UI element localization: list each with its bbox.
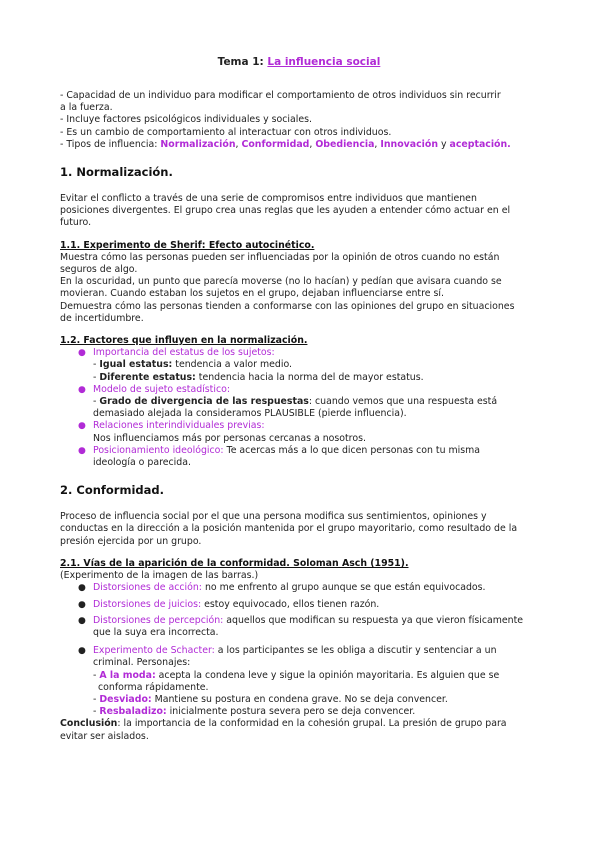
bullet-icon: ● bbox=[78, 384, 86, 395]
c2-label: Desviado: bbox=[99, 693, 152, 705]
s1-p1c: futuro. bbox=[60, 217, 92, 229]
intro-line-1b: a la fuerza. bbox=[60, 102, 113, 114]
intro-line-2: - Incluye factores psicológicos individuales y sociales. bbox=[60, 114, 312, 126]
subsection-1-2 bbox=[60, 335, 538, 469]
s1-sub1-l5: Demuestra cómo las personas tienden a conformarse con las opiniones del grupo en situaciones bbox=[60, 300, 515, 312]
conclusion bbox=[60, 718, 538, 730]
bullet-icon: ● bbox=[78, 599, 86, 610]
factors-list bbox=[60, 347, 538, 469]
subsection-1-1 bbox=[60, 240, 538, 325]
b1-label: Distorsiones de acción: bbox=[93, 582, 202, 594]
section-1-paragraph bbox=[60, 193, 538, 230]
factor-2-sub-a2: demasiado alejada la consideramos PLAUSIBLE (pierde influencia). bbox=[93, 408, 407, 420]
list-item bbox=[60, 347, 538, 359]
f1a-text: tendencia a valor medio. bbox=[172, 359, 293, 371]
section-2-paragraph bbox=[60, 511, 538, 548]
s1-sub1-l4: movieran. Cuando estaban los sujetos en el grupo, dejaban influenciarse entre sí. bbox=[60, 288, 444, 300]
conformity-list bbox=[60, 582, 538, 718]
b3-text-2: que la suya era incorrecta. bbox=[93, 626, 219, 638]
types-sep-4: y bbox=[438, 138, 450, 150]
b3-text: aquellos que modifican su respuesta ya que vieron físicamente bbox=[223, 614, 524, 626]
list-item bbox=[60, 599, 538, 611]
type-aceptacion: aceptación. bbox=[449, 138, 511, 150]
f1b-text: tendencia hacia la norma del de mayor estatus. bbox=[195, 371, 424, 383]
c3-label: Resbaladizo: bbox=[99, 706, 167, 718]
bullet-icon: ● bbox=[78, 348, 86, 359]
b4-text-2: criminal. Personajes: bbox=[93, 657, 191, 669]
conclusion-text: : la importancia de la conformidad en la cohesión grupal. La presión de grupo para bbox=[117, 718, 507, 730]
s2-p3: presión ejercida por un grupo. bbox=[60, 535, 202, 547]
list-item bbox=[60, 420, 538, 432]
f2a-text: : cuando vemos que una respuesta está bbox=[308, 396, 498, 408]
c1-text-2: conforma rápidamente. bbox=[98, 681, 209, 693]
title-highlight: La influencia social bbox=[267, 56, 381, 68]
bullet-icon: ● bbox=[78, 646, 86, 657]
types-sep-3: , bbox=[374, 138, 381, 150]
factor-2-sub-a: - Grado de divergencia de las respuestas: cuando vemos que una respuesta está bbox=[93, 396, 498, 408]
intro-line-4 bbox=[60, 139, 538, 151]
type-conformidad: Conformidad bbox=[241, 138, 310, 150]
s1-p1: Evitar el conflicto a través de una serie de compromisos entre individuos que mantienen bbox=[60, 193, 477, 205]
character-moda: - A la moda: acepta la condena leve y sigue la opinión mayoritaria. Es alguien que se bbox=[93, 669, 500, 681]
list-item bbox=[60, 445, 538, 457]
s2-p1: Proceso de influencia social por el que una persona modifica sus sentimientos, opiniones y bbox=[60, 511, 487, 523]
factor-4-text-2: ideología o parecida. bbox=[93, 457, 191, 469]
conclusion-text-2: evitar ser aislados. bbox=[60, 730, 149, 742]
s1-sub1-l6: de incertidumbre. bbox=[60, 312, 144, 324]
f1a-bold: Igual estatus: bbox=[99, 359, 173, 371]
factor-3-label: Relaciones interindividuales previas: bbox=[93, 420, 265, 432]
b2-label: Distorsiones de juicios: bbox=[93, 598, 202, 610]
s1-sub1-l2: seguros de algo. bbox=[60, 264, 138, 276]
character-desviado: - Desviado: Mantiene su postura en condena grave. No se deja convencer. bbox=[93, 693, 448, 705]
f1b-bold: Diferente estatus: bbox=[99, 371, 196, 383]
factor-1-sub-b: - Diferente estatus: tendencia hacia la norma del de mayor estatus. bbox=[93, 371, 424, 383]
intro-list bbox=[60, 90, 538, 151]
character-resbaladizo: - Resbaladizo: inicialmente postura severa pero se deja convencer. bbox=[93, 706, 416, 718]
subsection-2-1 bbox=[60, 558, 538, 743]
section-1-heading: 1. Normalización. bbox=[60, 165, 173, 180]
subsection-2-1-heading: 2.1. Vías de la aparición de la conformidad. Soloman Asch (1951). bbox=[60, 557, 409, 569]
s1-sub1-l3: En la oscuridad, un punto que parecía moverse (no lo hacían) y pedían que avisara cuando se bbox=[60, 276, 502, 288]
b1-text: no me enfrento al grupo aunque se que están equivocados. bbox=[201, 582, 486, 594]
b3-label: Distorsiones de percepción: bbox=[93, 614, 224, 626]
types-prefix: - Tipos de influencia: bbox=[60, 138, 161, 150]
factor-4-text: Te acercas más a lo que dicen personas con tu misma bbox=[223, 444, 480, 456]
s1-sub1-l1: Muestra cómo las personas pueden ser influenciadas por la opinión de otros cuando no están bbox=[60, 251, 500, 263]
type-innovacion: Innovación bbox=[380, 138, 438, 150]
subsection-2-1-note: (Experimento de la imagen de las barras.) bbox=[60, 570, 259, 582]
page-title bbox=[60, 56, 538, 68]
bullet-icon: ● bbox=[78, 421, 86, 432]
c1-label: A la moda: bbox=[99, 669, 156, 681]
factor-1-sub-a: - Igual estatus: tendencia a valor medio. bbox=[93, 359, 293, 371]
bullet-icon: ● bbox=[78, 615, 86, 626]
c2-text: Mantiene su postura en condena grave. No se deja convencer. bbox=[151, 693, 448, 705]
type-normalizacion: Normalización bbox=[160, 138, 236, 150]
section-2-heading: 2. Conformidad. bbox=[60, 483, 164, 498]
type-obediencia: Obediencia bbox=[315, 138, 375, 150]
title-prefix: Tema 1: bbox=[217, 56, 268, 68]
factor-2-label: Modelo de sujeto estadístico: bbox=[93, 383, 230, 395]
c3-text: inicialmente postura severa pero se deja convencer. bbox=[166, 706, 416, 718]
b4-label: Experimento de Schacter: bbox=[93, 645, 215, 657]
subsection-1-1-heading: 1.1. Experimento de Sherif: Efecto autocinético. bbox=[60, 239, 315, 251]
bullet-icon: ● bbox=[78, 583, 86, 594]
b4-text: a los participantes se les obliga a discutir y sentenciar a un bbox=[214, 645, 497, 657]
c1-text: acepta la condena leve y sigue la opinión mayoritaria. Es alguien que se bbox=[155, 669, 500, 681]
intro-line-1: - Capacidad de un individuo para modificar el comportamiento de otros individuos sin recurrir bbox=[60, 90, 501, 101]
list-item bbox=[60, 384, 538, 396]
factor-4-label: Posicionamiento ideológico: bbox=[93, 444, 224, 456]
list-item bbox=[60, 615, 538, 627]
list-item bbox=[60, 645, 538, 657]
bullet-icon: ● bbox=[78, 445, 86, 456]
b2-text: estoy equivocado, ellos tienen razón. bbox=[201, 598, 380, 610]
f2a-bold: Grado de divergencia de las respuestas bbox=[99, 396, 309, 408]
list-item bbox=[60, 582, 538, 594]
s1-p1b: posiciones divergentes. El grupo crea unas reglas que les ayuden a entender cómo actuar en el bbox=[60, 205, 511, 217]
types-sep-2: , bbox=[309, 138, 316, 150]
types-sep-1: , bbox=[235, 138, 242, 150]
intro-line-3: - Es un cambio de comportamiento al interactuar con otros individuos. bbox=[60, 126, 392, 138]
subsection-1-2-heading: 1.2. Factores que influyen en la normalización. bbox=[60, 335, 308, 347]
factor-3-text: Nos influenciamos más por personas cercanas a nosotros. bbox=[93, 432, 366, 444]
s2-p2: conductas en la dirección a la posición mantenida por el grupo mayoritario, como resultado de la bbox=[60, 523, 518, 535]
conclusion-label: Conclusión bbox=[60, 718, 118, 730]
factor-1-label: Importancia del estatus de los sujetos: bbox=[93, 347, 275, 359]
